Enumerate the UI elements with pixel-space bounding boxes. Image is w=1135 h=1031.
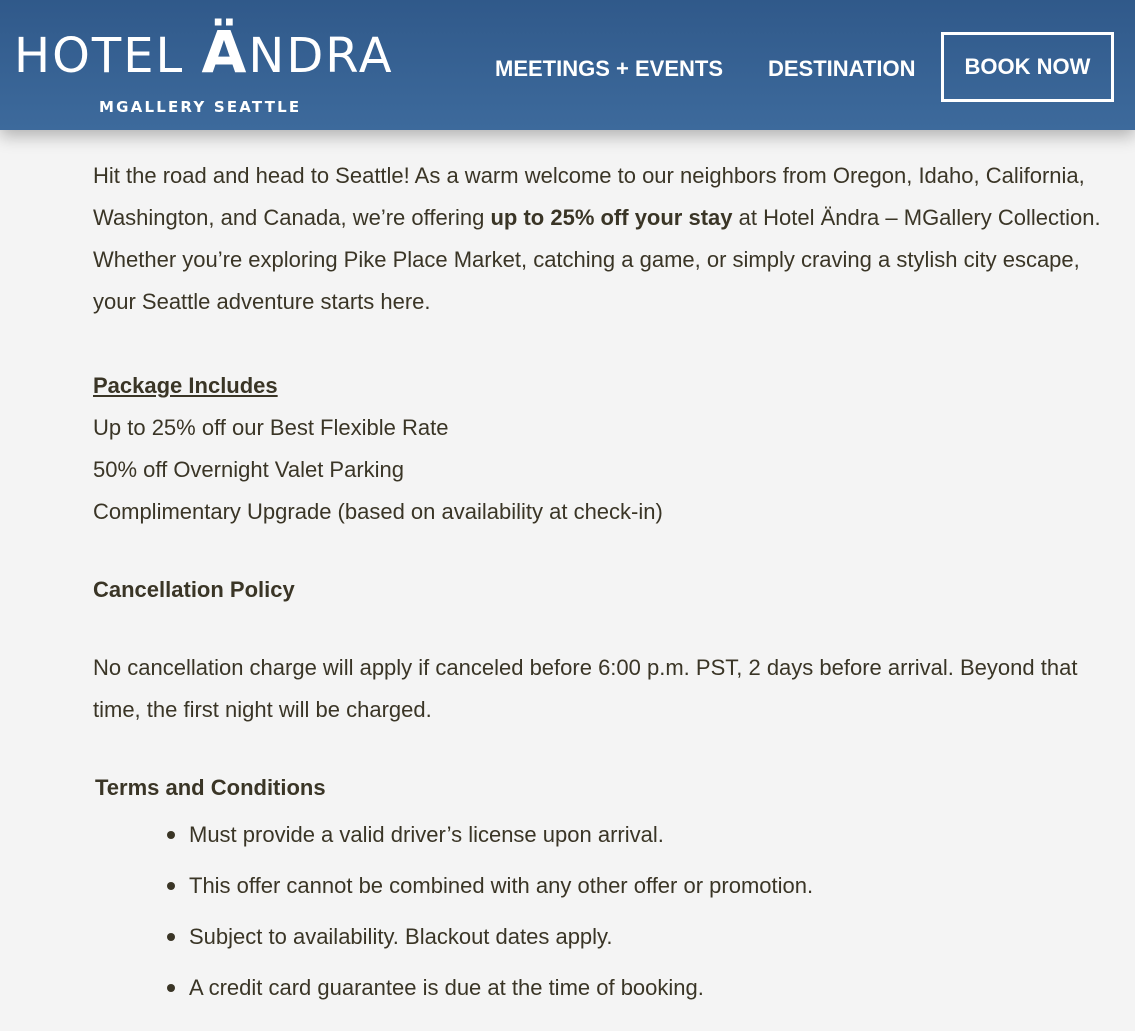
terms-item	[189, 911, 1103, 962]
intro-highlight: up to 25% off your stay	[490, 205, 733, 230]
terms-list	[93, 809, 1103, 1013]
package-item: Up to 25% off our Best Flexible Rate	[93, 415, 449, 440]
bullet-icon	[167, 984, 175, 992]
logo-wordmark-end: NDRA	[248, 28, 394, 84]
bullet-icon	[167, 882, 175, 890]
terms-item-text: A credit card guarantee is due at the time of booking.	[189, 975, 704, 1000]
nav-meetings-events[interactable]: MEETINGS + EVENTS	[495, 56, 723, 81]
bullet-icon	[167, 831, 175, 839]
terms-item-text: Subject to availability. Blackout dates apply.	[189, 924, 613, 949]
spacer	[93, 533, 1103, 569]
package-heading: Package Includes	[93, 373, 278, 398]
intro-paragraph	[93, 155, 1103, 323]
spacer	[93, 731, 1103, 767]
intro-text-start: Hit the road and head to Seattle! As a warm welcome to our neighbors from Oregon, Idaho, California, Washington, and Canada, we’re offering	[93, 163, 1085, 230]
terms-item-text: This offer cannot be combined with any other offer or promotion.	[189, 873, 814, 898]
logo-subtitle: MGALLERY SEATTLE	[99, 98, 302, 116]
logo-wordmark-accent: Ä	[201, 18, 249, 86]
terms-item	[189, 809, 1103, 860]
logo-wordmark-start: HOTEL	[14, 28, 202, 84]
hotel-logo[interactable]	[14, 8, 394, 120]
intro-text-end: at Hotel Ändra – MGallery Collection. Whether you’re exploring Pike Place Market, catching a game, or simply craving a stylish city escape, your Seattle adventure starts here.	[93, 205, 1101, 314]
package-item: Complimentary Upgrade (based on availability at check-in)	[93, 499, 663, 524]
cancellation-text: No cancellation charge will apply if canceled before 6:00 p.m. PST, 2 days before arrival. Beyond that time, the first night will be charged.	[93, 655, 1078, 722]
site-header	[0, 0, 1135, 130]
book-now-button[interactable]: BOOK NOW	[941, 32, 1114, 102]
terms-item	[189, 860, 1103, 911]
terms-heading: Terms and Conditions	[95, 775, 326, 800]
terms-item	[189, 962, 1103, 1013]
offer-content	[93, 155, 1103, 1013]
nav-destination[interactable]: DESTINATION	[768, 56, 916, 81]
spacer	[93, 611, 1103, 647]
package-item: 50% off Overnight Valet Parking	[93, 457, 405, 482]
logo-wordmark	[14, 20, 394, 88]
bullet-icon	[167, 933, 175, 941]
cancellation-heading: Cancellation Policy	[93, 577, 295, 602]
terms-item-text: Must provide a valid driver’s license upon arrival.	[189, 822, 664, 847]
